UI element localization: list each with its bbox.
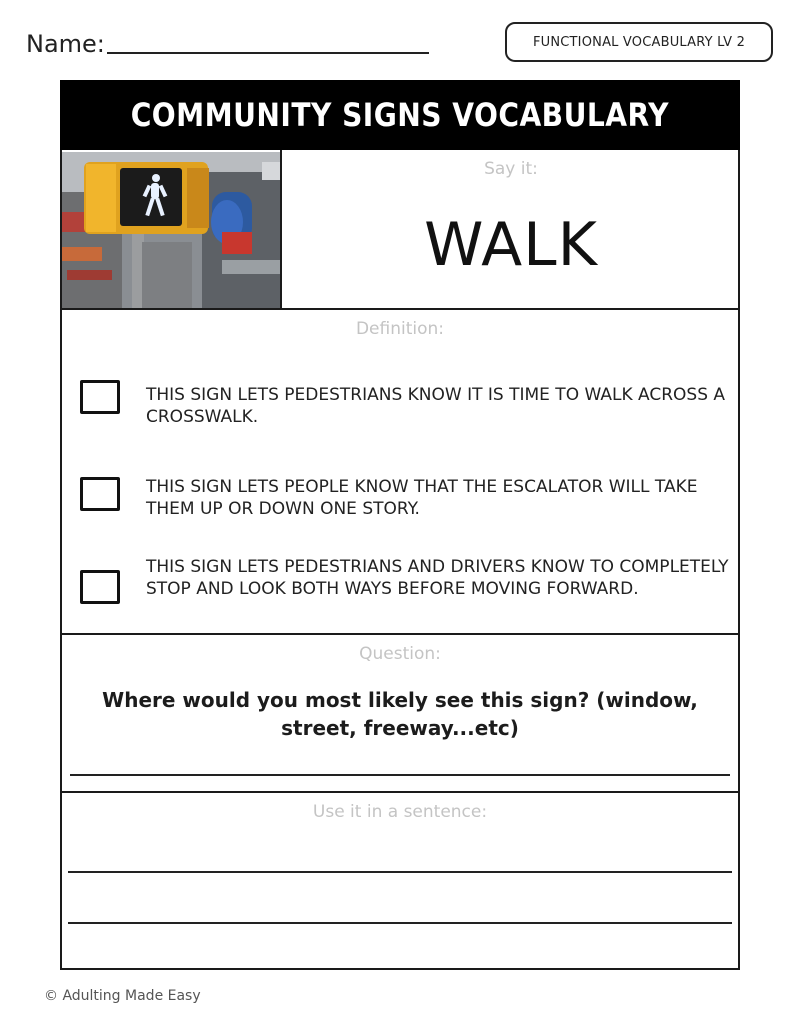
name-label: Name: — [26, 30, 105, 58]
title-bar — [60, 80, 740, 150]
definition-checkbox-1[interactable] — [80, 380, 120, 414]
card-title: COMMUNITY SIGNS VOCABULARY — [130, 96, 670, 134]
sentence-label: Use it in a sentence: — [312, 802, 488, 822]
section-divider — [60, 633, 740, 635]
section-divider — [60, 791, 740, 793]
say-it-label: Say it: — [484, 159, 538, 179]
answer-write-line[interactable] — [70, 774, 730, 776]
definition-checkbox-3[interactable] — [80, 570, 120, 604]
definition-option-3: THIS SIGN LETS PEDESTRIANS AND DRIVERS KNOW TO COMPLETELY STOP AND LOOK BOTH WAYS BEFORE MOVING FORWARD. — [146, 557, 729, 599]
definition-checkbox-2[interactable] — [80, 477, 120, 511]
level-badge: FUNCTIONAL VOCABULARY LV 2 — [505, 22, 773, 62]
question-label: Question: — [359, 644, 441, 664]
walk-signal-photo — [62, 152, 280, 308]
definition-option-2: THIS SIGN LETS PEOPLE KNOW THAT THE ESCALATOR WILL TAKE THEM UP OR DOWN ONE STORY. — [146, 477, 698, 519]
walk-signal-image — [62, 152, 280, 308]
sentence-write-line[interactable] — [68, 871, 732, 873]
vocabulary-word: WALK — [424, 210, 598, 280]
section-divider — [60, 308, 740, 310]
sentence-write-line[interactable] — [68, 922, 732, 924]
copyright-footer: © Adulting Made Easy — [44, 988, 201, 1004]
name-write-line[interactable] — [107, 52, 429, 54]
definition-label: Definition: — [355, 319, 445, 339]
question-text: Where would you most likely see this sign? (window, street, freeway...etc) — [102, 688, 698, 740]
definition-option-1: THIS SIGN LETS PEDESTRIANS KNOW IT IS TIME TO WALK ACROSS A CROSSWALK. — [146, 385, 726, 427]
